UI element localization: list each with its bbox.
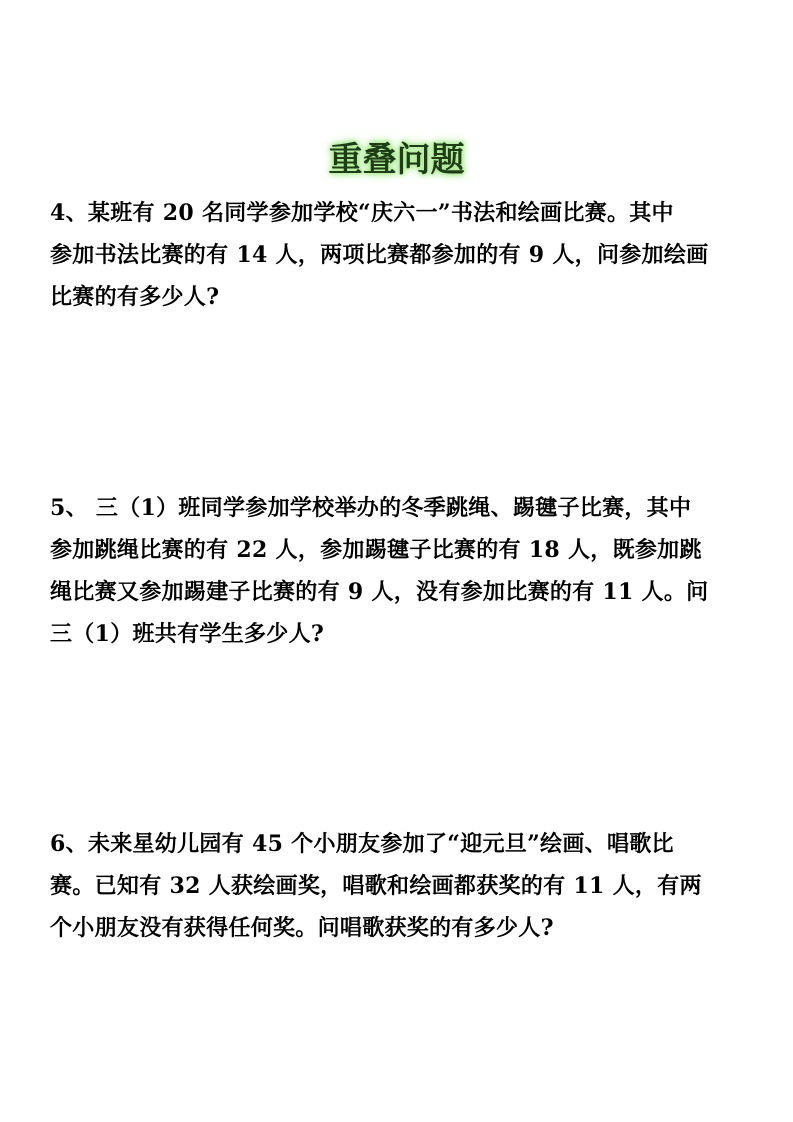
problem-line: 个小朋友没有获得任何奖。问唱歌获奖的有多少人? <box>50 915 554 941</box>
problem-5 <box>50 487 750 655</box>
problem-6 <box>50 823 750 949</box>
problem-line: 参加跳绳比赛的有 22 人，参加踢毽子比赛的有 18 人，既参加跳 <box>50 537 702 563</box>
problem-line: 赛。已知有 32 人获绘画奖，唱歌和绘画都获奖的有 11 人，有两 <box>50 873 702 899</box>
problem-line: 参加书法比赛的有 14 人，两项比赛都参加的有 9 人，问参加绘画 <box>50 242 709 268</box>
problem-line: 6、未来星幼儿园有 45 个小朋友参加了“迎元旦”绘画、唱歌比 <box>50 831 674 857</box>
problem-line: 比赛的有多少人? <box>50 284 220 310</box>
problem-line: 绳比赛又参加踢建子比赛的有 9 人，没有参加比赛的有 11 人。问 <box>50 579 709 605</box>
problem-line: 5、 三（1）班同学参加学校举办的冬季跳绳、踢毽子比赛，其中 <box>50 495 692 521</box>
problem-line: 4、某班有 20 名同学参加学校“庆六一”书法和绘画比赛。其中 <box>50 200 674 226</box>
page-title: 重叠问题 <box>328 140 465 180</box>
problem-line: 三（1）班共有学生多少人? <box>50 621 325 647</box>
problem-4 <box>50 192 750 318</box>
